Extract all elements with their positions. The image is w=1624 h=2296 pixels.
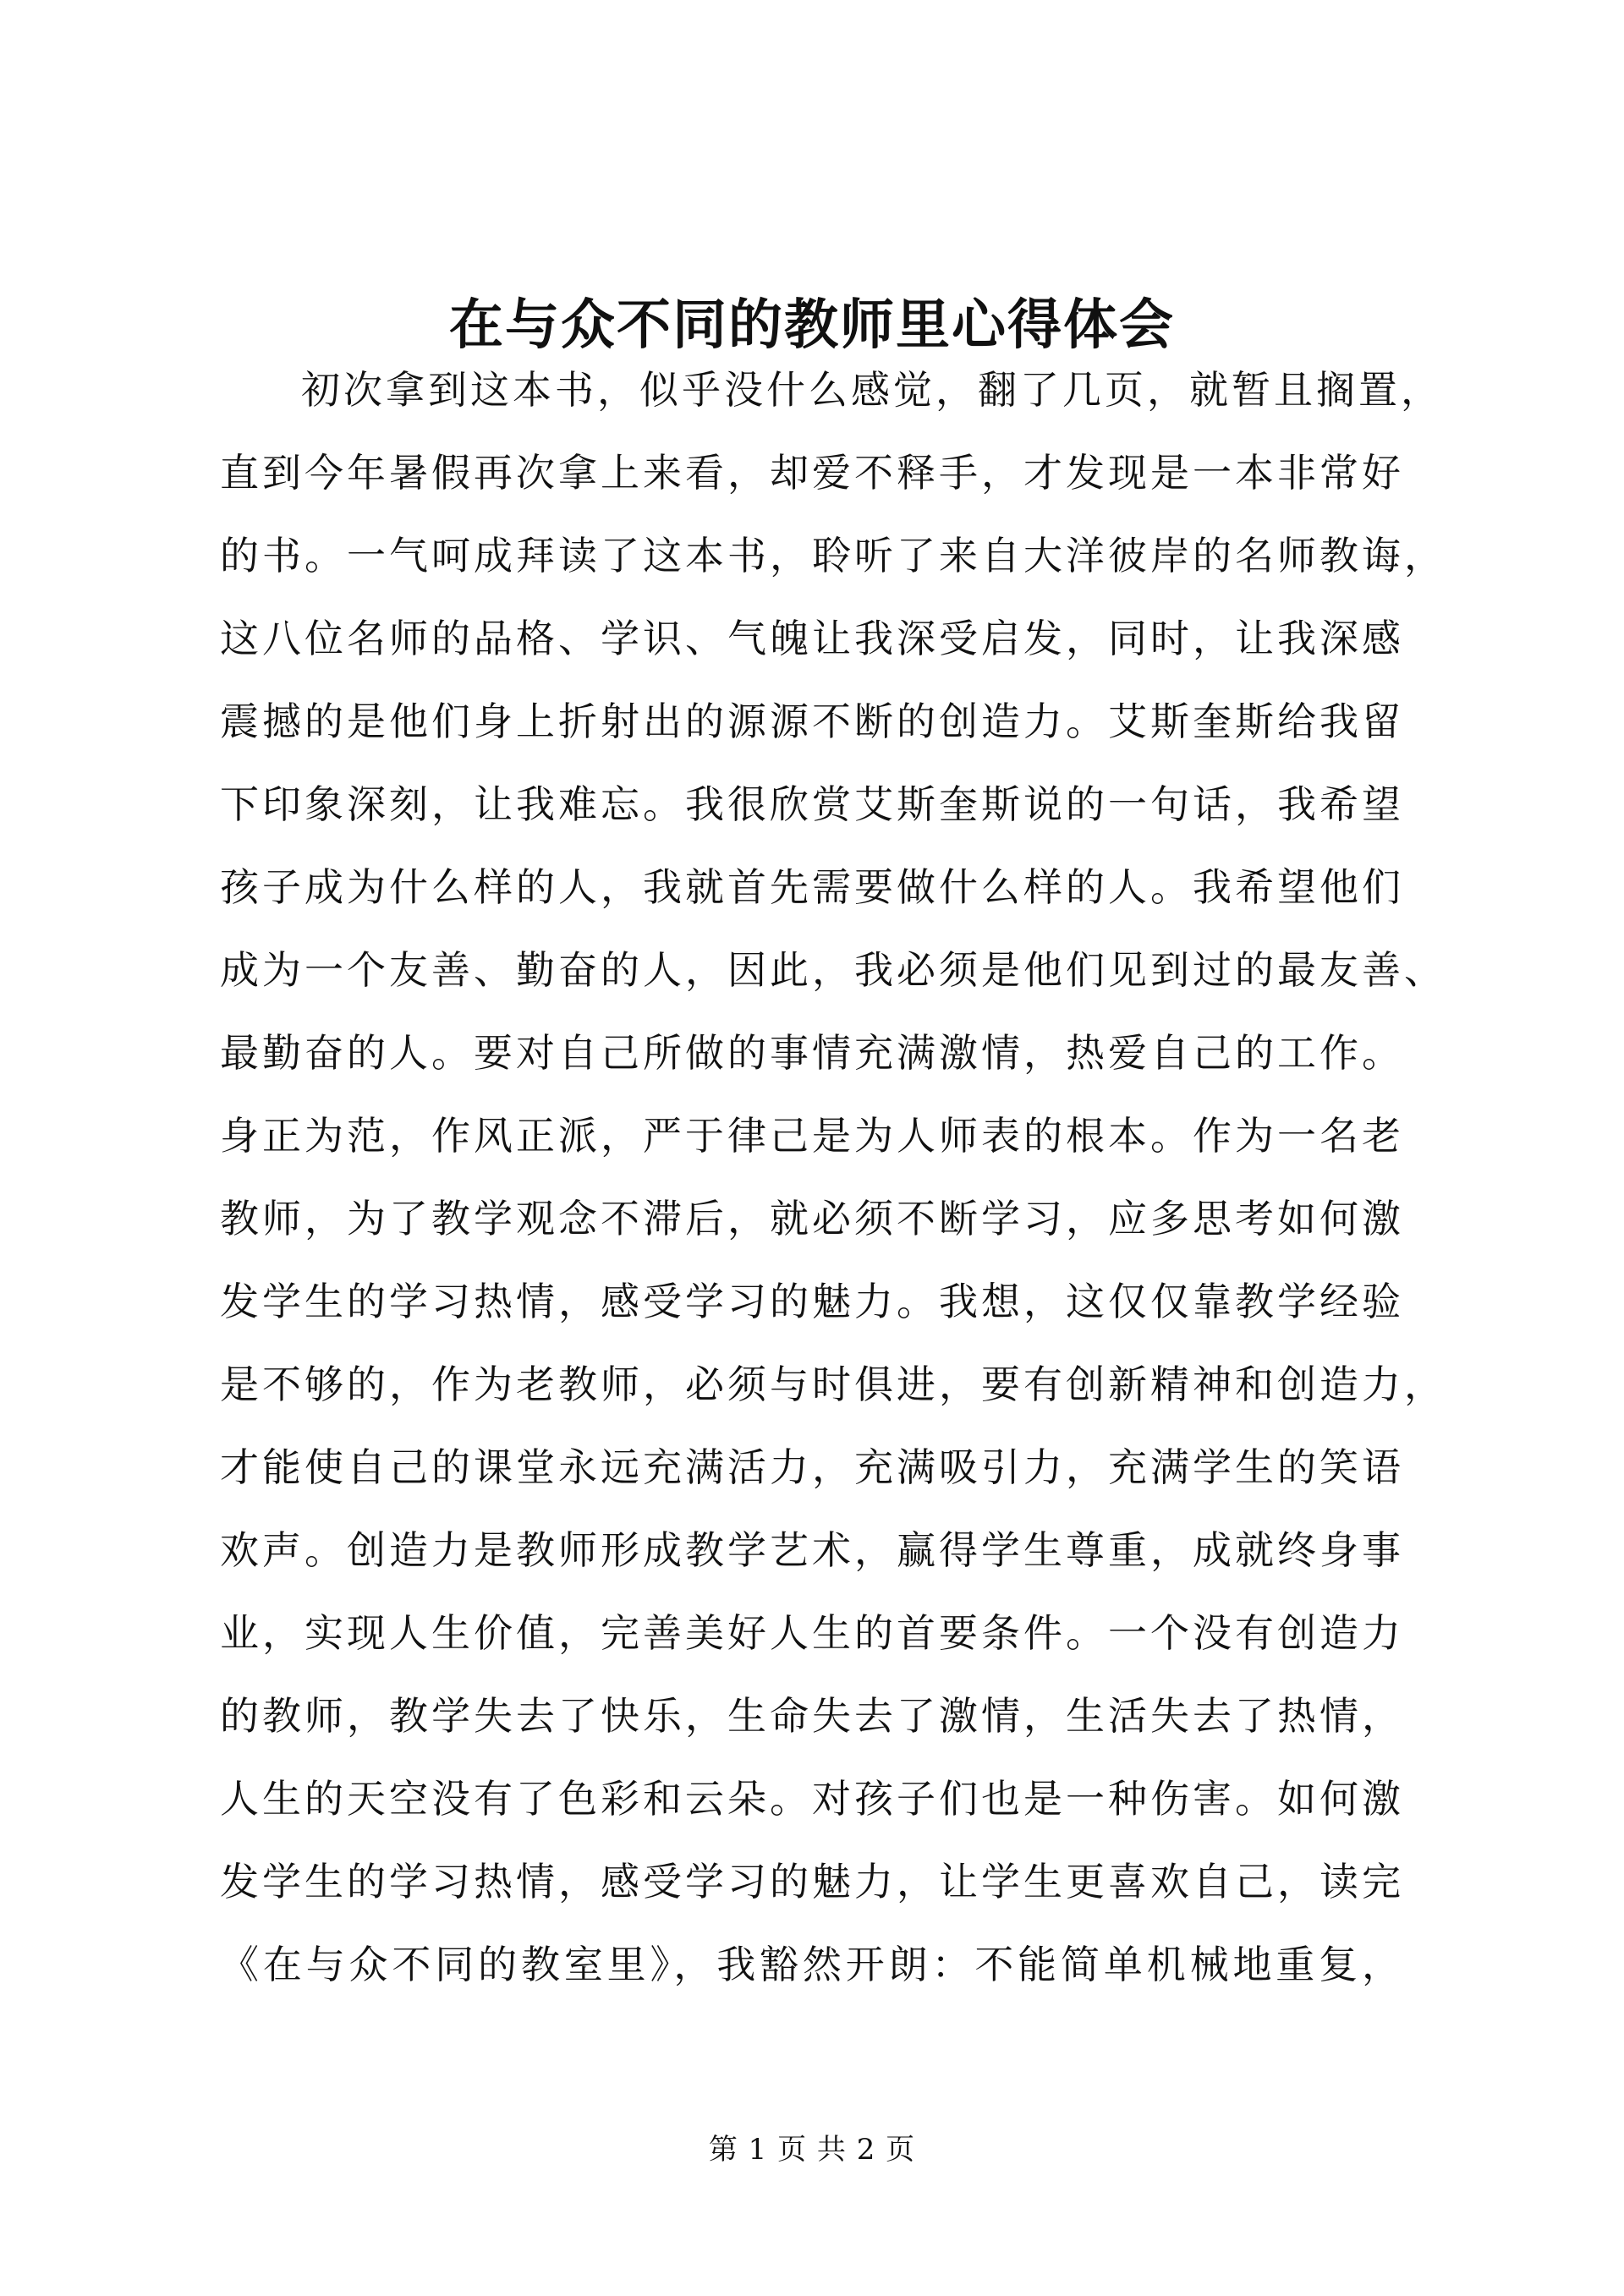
paragraph-line: 成为一个友善、勤奋的人，因此，我必须是他们见到过的最友善、 xyxy=(220,947,1446,993)
paragraph-line: 发学生的学习热情，感受学习的魅力，让学生更喜欢自己，读完 xyxy=(220,1859,1404,1904)
paragraph-line: 直到今年暑假再次拿上来看，却爱不释手，才发现是一本非常好 xyxy=(220,450,1404,496)
paragraph-line: 这八位名师的品格、学识、气魄让我深受启发，同时，让我深感 xyxy=(220,616,1404,661)
document-title: 在与众不同的教师里心得体会 xyxy=(449,293,1175,357)
paragraph-line: 最勤奋的人。要对自己所做的事情充满激情，热爱自己的工作。 xyxy=(220,1030,1404,1076)
paragraph-line: 身正为范，作风正派，严于律己是为人师表的根本。作为一名老 xyxy=(220,1113,1404,1159)
paragraph-line: 人生的天空没有了色彩和云朵。对孩子们也是一种伤害。如何激 xyxy=(220,1776,1404,1822)
paragraph-line: 发学生的学习热情，感受学习的魅力。我想，这仅仅靠教学经验 xyxy=(220,1279,1404,1324)
paragraph-line: 下印象深刻，让我难忘。我很欣赏艾斯奎斯说的一句话，我希望 xyxy=(220,781,1404,827)
paragraph-line: 欢声。创造力是教师形成教学艺术，赢得学生尊重，成就终身事 xyxy=(220,1527,1404,1573)
paragraph-line: 业，实现人生价值，完善美好人生的首要条件。一个没有创造力 xyxy=(220,1610,1404,1656)
paragraph-line: 教师，为了教学观念不滞后，就必须不断学习，应多思考如何激 xyxy=(220,1196,1404,1241)
paragraph-line: 是不够的，作为老教师，必须与时俱进，要有创新精神和创造力， xyxy=(220,1362,1446,1407)
paragraph-line: 的书。一气呵成拜读了这本书，聆听了来自大洋彼岸的名师教诲， xyxy=(220,533,1446,578)
paragraph-line: 的教师，教学失去了快乐，生命失去了激情，生活失去了热情， xyxy=(220,1693,1404,1739)
page-footer: 第 1 页 共 2 页 xyxy=(708,2133,916,2167)
paragraph-line: 才能使自己的课堂永远充满活力，充满吸引力，充满学生的笑语 xyxy=(220,1444,1404,1490)
document-body xyxy=(220,348,1446,2006)
paragraph-line: 孩子成为什么样的人，我就首先需要做什么样的人。我希望他们 xyxy=(220,864,1404,910)
paragraph-line: 初次拿到这本书，似乎没什么感觉，翻了几页，就暂且搁置， xyxy=(301,367,1443,413)
paragraph-line: 《在与众不同的教室里》，我豁然开朗：不能简单机械地重复， xyxy=(220,1942,1404,1987)
paragraph-line: 震撼的是他们身上折射出的源源不断的创造力。艾斯奎斯给我留 xyxy=(220,699,1404,744)
